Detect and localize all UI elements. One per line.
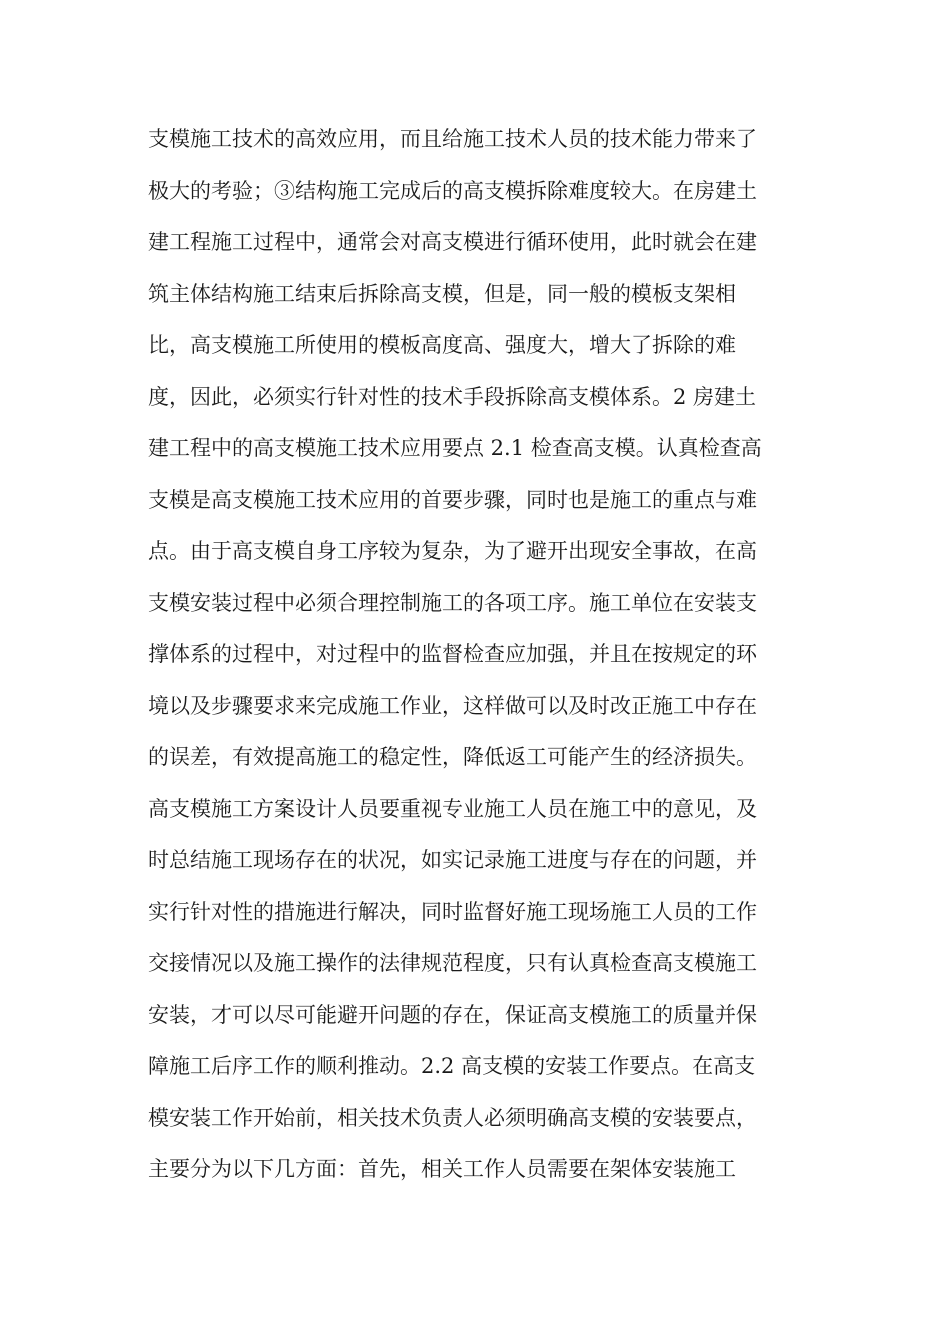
text-line: 安装，才可以尽可能避开问题的存在，保证高支模施工的质量并保 — [148, 1002, 757, 1027]
text-line: 时总结施工现场存在的状况，如实记录施工进度与存在的问题，并 — [148, 848, 757, 872]
text-line: 建工程中的高支模施工技术应用要点 2.1 检查高支模。认真检查高 — [148, 436, 762, 460]
text-line: 筑主体结构施工结束后拆除高支模，但是，同一般的模板支架相 — [148, 281, 736, 306]
text-line: 境以及步骤要求来完成施工作业，这样做可以及时改正施工中存在 — [148, 693, 757, 718]
text-line: 交接情况以及施工操作的法律规范程度，只有认真检查高支模施工 — [148, 951, 757, 975]
body-text — [148, 114, 808, 1196]
text-line: 模安装工作开始前，相关技术负责人必须明确高支模的安装要点， — [148, 1105, 757, 1130]
text-line: 点。由于高支模自身工序较为复杂，为了避开出现安全事故，在高 — [148, 539, 757, 563]
text-line: 支模施工技术的高效应用，而且给施工技术人员的技术能力带来了 — [148, 127, 757, 151]
text-line: 高支模施工方案设计人员要重视专业施工人员在施工中的意见，及 — [148, 796, 757, 821]
text-line: 实行针对性的措施进行解决，同时监督好施工现场施工人员的工作 — [148, 899, 757, 924]
text-line: 比，高支模施工所使用的模板高度高、强度大，增大了拆除的难 — [148, 333, 736, 357]
text-line: 的误差，有效提高施工的稳定性，降低返工可能产生的经济损失。 — [148, 745, 757, 769]
text-line: 极大的考验；③结构施工完成后的高支模拆除难度较大。在房建土 — [148, 178, 757, 203]
text-line: 度，因此，必须实行针对性的技术手段拆除高支模体系。2 房建土 — [148, 384, 757, 409]
text-line: 建工程施工过程中，通常会对高支模进行循环使用，此时就会在建 — [148, 230, 757, 254]
text-line: 主要分为以下几方面：首先，相关工作人员需要在架体安装施工 — [148, 1157, 736, 1181]
text-line: 撑体系的过程中，对过程中的监督检查应加强，并且在按规定的环 — [148, 642, 757, 666]
text-line: 支模安装过程中必须合理控制施工的各项工序。施工单位在安装支 — [148, 590, 757, 615]
text-line: 支模是高支模施工技术应用的首要步骤，同时也是施工的重点与难 — [148, 487, 757, 512]
text-line: 障施工后序工作的顺利推动。2.2 高支模的安装工作要点。在高支 — [148, 1054, 756, 1078]
